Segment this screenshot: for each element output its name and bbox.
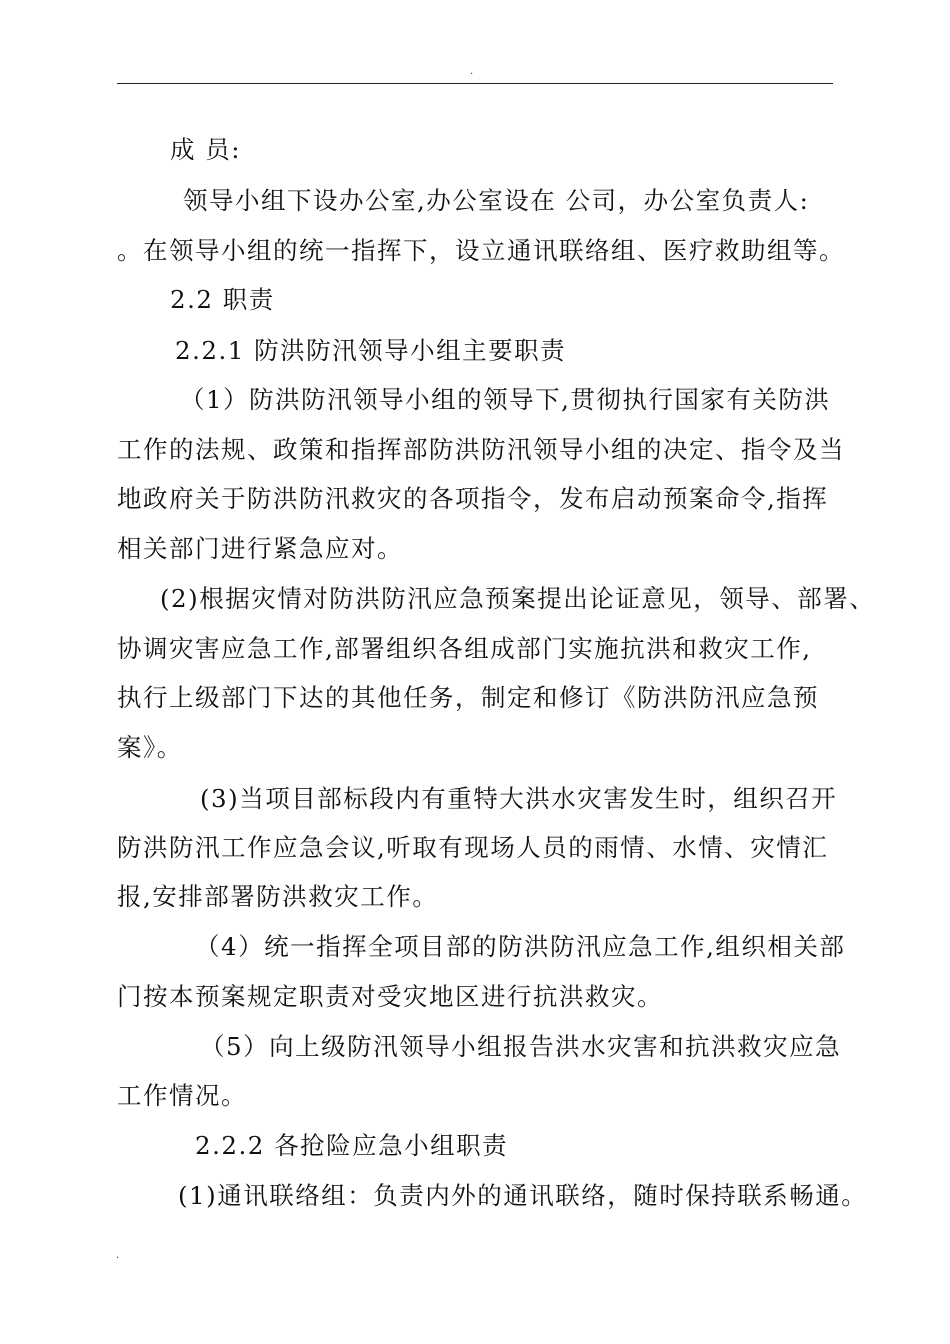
paragraph-2-line-2: 协调灾害应急工作,部署组织各组成部门实施抗洪和救灾工作, (117, 634, 812, 663)
paragraph-1-line-4: 相关部门进行紧急应对。 (117, 534, 403, 563)
paragraph-2-line-4: 案》。 (117, 733, 183, 762)
paragraph-3-line-3: 报,安排部署防洪救灾工作。 (117, 882, 439, 911)
header-rule (117, 83, 833, 84)
office-line-2: 。在领导小组的统一指挥下，设立通讯联络组、医疗救助组等。 (117, 236, 845, 265)
section-heading-2-2: 2.2 职责 (170, 285, 275, 314)
paragraph-4-line-1: （4）统一指挥全项目部的防洪防汛应急工作,组织相关部 (195, 932, 846, 961)
paragraph-2-line-1: (2)根据灾情对防洪防汛应急预案提出论证意见，领导、部署、 (160, 584, 876, 613)
paragraph-5-line-2: 工作情况。 (117, 1081, 247, 1110)
members-line: 成 员: (170, 135, 242, 164)
section-heading-2-2-1: 2.2.1 防洪防汛领导小组主要职责 (175, 336, 567, 365)
footer-mark: . (116, 1250, 120, 1261)
paragraph-1-line-3: 地政府关于防洪防汛救灾的各项指令，发布启动预案命令,指挥 (117, 484, 829, 513)
paragraph-1-line-2: 工作的法规、政策和指挥部防洪防汛领导小组的决定、指令及当 (117, 435, 845, 464)
office-line-1: 领导小组下设办公室,办公室设在 公司，办公室负责人: (183, 186, 810, 215)
section-heading-2-2-2: 2.2.2 各抢险应急小组职责 (195, 1131, 509, 1160)
paragraph-2-line-3: 执行上级部门下达的其他任务，制定和修订《防洪防汛应急预 (117, 683, 819, 712)
paragraph-4-line-2: 门按本预案规定职责对受灾地区进行抗洪救灾。 (117, 982, 663, 1011)
header-mark: . (470, 66, 474, 77)
paragraph-1-line-1: （1）防洪防汛领导小组的领导下,贯彻执行国家有关防洪 (180, 385, 831, 414)
paragraph-6-line-1: (1)通讯联络组：负责内外的通讯联络，随时保持联系畅通。 (178, 1181, 868, 1210)
paragraph-5-line-1: （5）向上级防汛领导小组报告洪水灾害和抗洪救灾应急 (200, 1032, 842, 1061)
paragraph-3-line-1: (3)当项目部标段内有重特大洪水灾害发生时，组织召开 (200, 784, 838, 813)
paragraph-3-line-2: 防洪防汛工作应急会议,听取有现场人员的雨情、水情、灾情汇 (117, 833, 829, 862)
